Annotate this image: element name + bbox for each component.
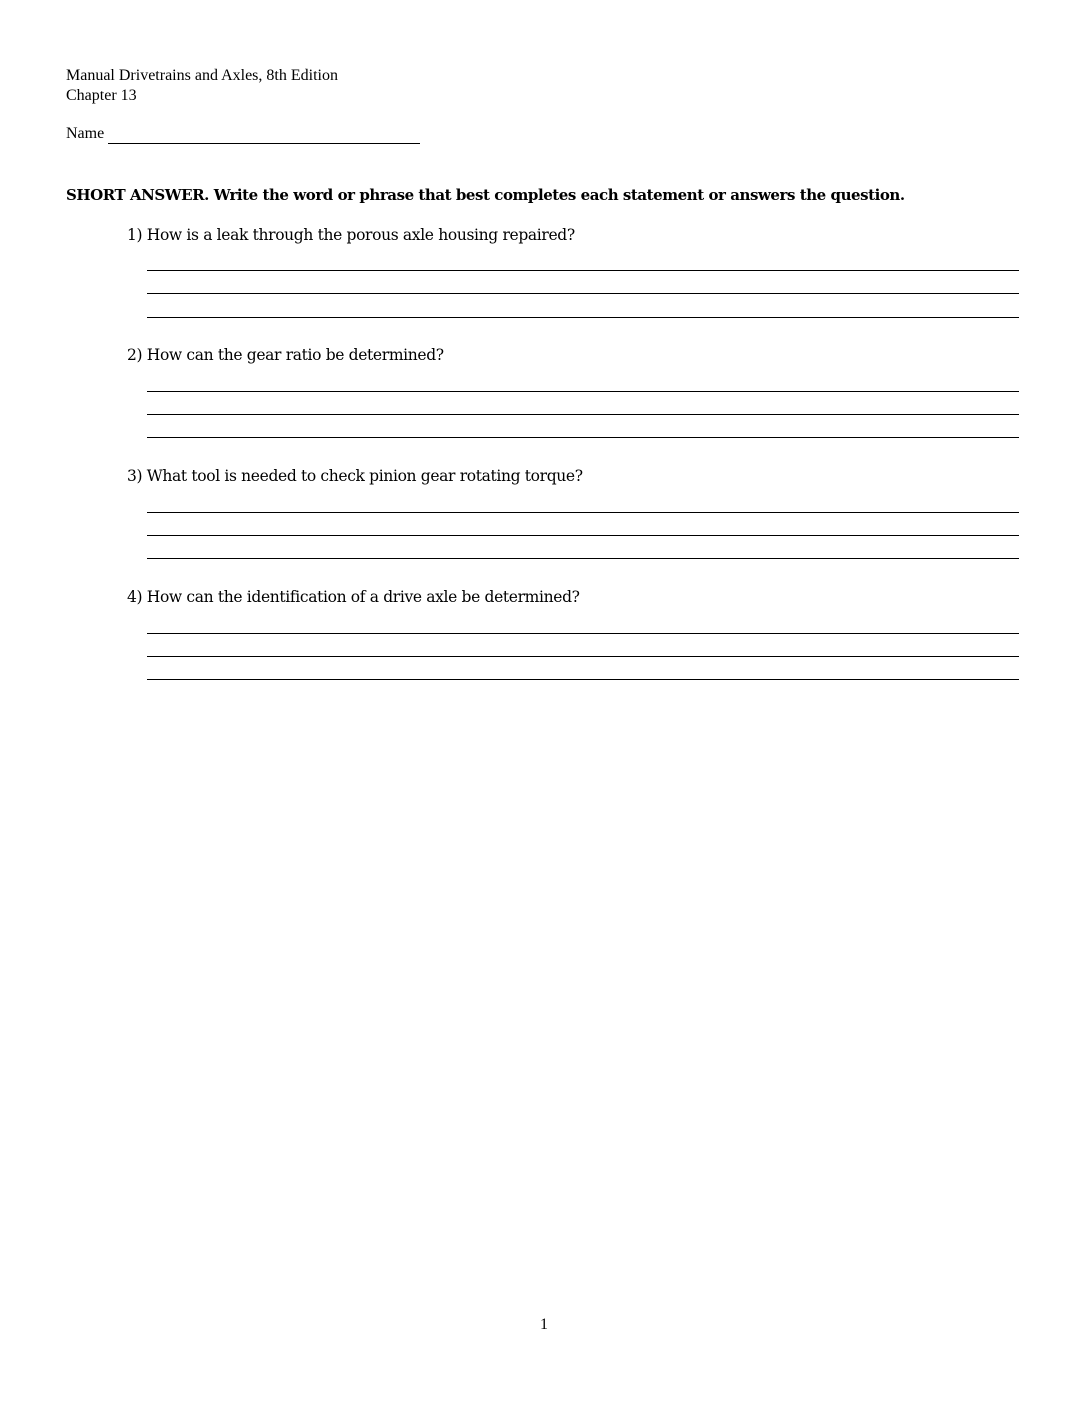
answer-line-3-3[interactable] [147, 558, 1019, 559]
answer-line-4-3[interactable] [147, 679, 1019, 680]
answer-line-2-2[interactable] [147, 414, 1019, 415]
answer-line-1-1[interactable] [147, 270, 1019, 271]
name-label: Name [66, 125, 105, 142]
question-1: 1) How is a leak through the porous axle housing repaired? [127, 226, 575, 244]
question-4: 4) How can the identification of a drive axle be determined? [127, 588, 580, 606]
question-2: 2) How can the gear ratio be determined? [127, 346, 444, 364]
answer-line-2-1[interactable] [147, 391, 1019, 392]
name-blank-line[interactable] [108, 143, 420, 144]
answer-line-4-1[interactable] [147, 633, 1019, 634]
section-instructions: SHORT ANSWER. Write the word or phrase that best completes each statement or answers the question. [66, 186, 905, 204]
answer-line-3-1[interactable] [147, 512, 1019, 513]
answer-line-1-3[interactable] [147, 317, 1019, 318]
question-3: 3) What tool is needed to check pinion gear rotating torque? [127, 467, 583, 485]
chapter-label: Chapter 13 [66, 87, 137, 104]
page-number: 1 [540, 1316, 548, 1333]
answer-line-2-3[interactable] [147, 437, 1019, 438]
course-title: Manual Drivetrains and Axles, 8th Edition [66, 67, 338, 84]
answer-line-4-2[interactable] [147, 656, 1019, 657]
answer-line-3-2[interactable] [147, 535, 1019, 536]
answer-line-1-2[interactable] [147, 293, 1019, 294]
